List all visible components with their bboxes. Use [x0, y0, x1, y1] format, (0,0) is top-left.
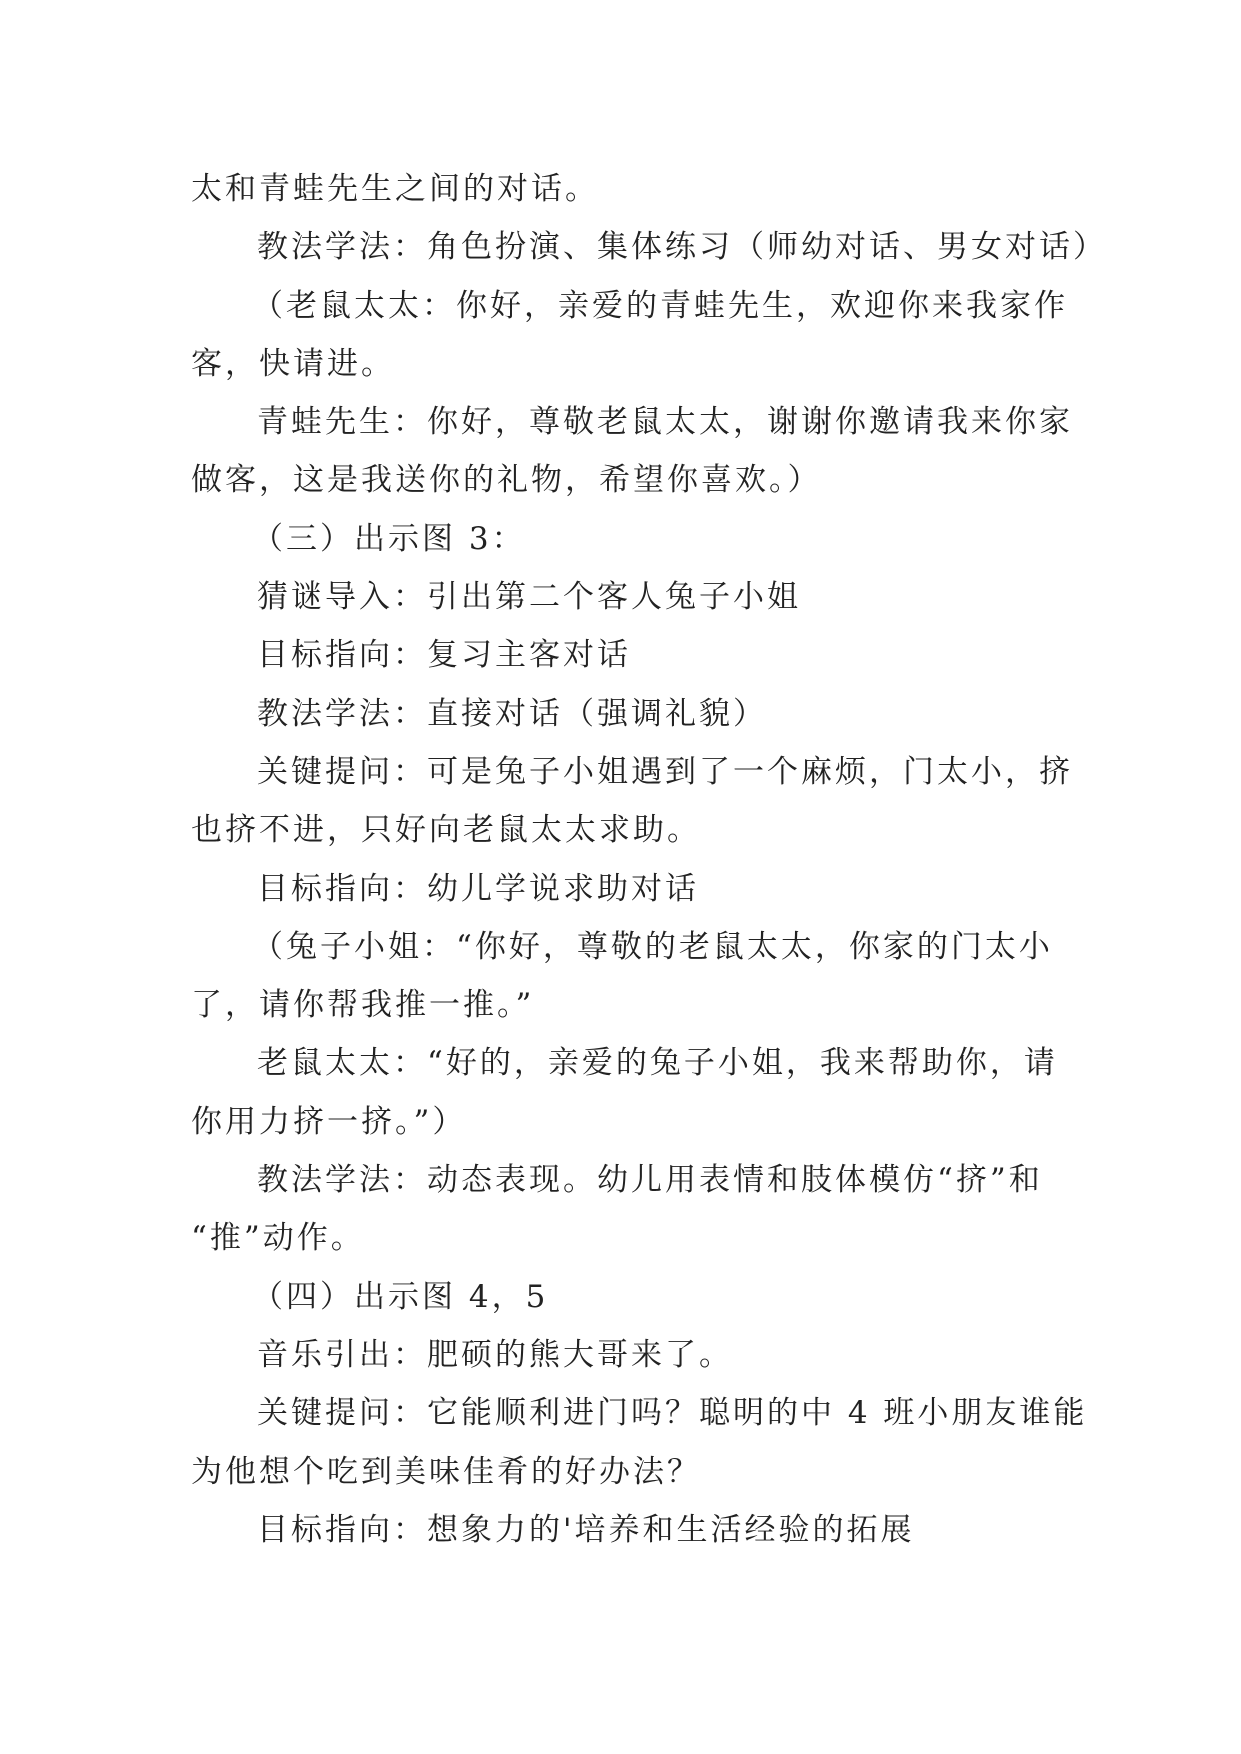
paragraph-line: 教法学法：角色扮演、集体练习（师幼对话、男女对话） — [257, 229, 1107, 266]
paragraph-line: 目标指向：幼儿学说求助对话 — [257, 870, 699, 907]
document-body — [191, 160, 1107, 1559]
section-heading: （三）出示图 3： — [252, 520, 526, 557]
paragraph-line: 教法学法：动态表现。幼儿用表情和肢体模仿“挤”和 — [257, 1162, 1043, 1199]
paragraph-line: 目标指向：想象力的'培养和生活经验的拓展 — [257, 1511, 915, 1548]
paragraph-line: 做客，这是我送你的礼物，希望你喜欢。） — [191, 462, 822, 499]
paragraph-line: 也挤不进，只好向老鼠太太求助。 — [191, 812, 701, 849]
paragraph-line: 关键提问：可是兔子小姐遇到了一个麻烦，门太小，挤 — [257, 753, 1073, 790]
paragraph-line: 你用力挤一挤。”） — [191, 1103, 467, 1140]
paragraph-line: 老鼠太太：“好的，亲爱的兔子小姐，我来帮助你，请 — [257, 1045, 1058, 1082]
section-heading: （四）出示图 4，5 — [252, 1278, 549, 1315]
paragraph-line: 了，请你帮我推一推。” — [191, 987, 535, 1024]
paragraph-line: 青蛙先生：你好，尊敬老鼠太太，谢谢你邀请我来你家 — [257, 404, 1073, 441]
paragraph-line: 音乐引出：肥硕的熊大哥来了。 — [257, 1336, 733, 1373]
paragraph-line: 太和青蛙先生之间的对话。 — [191, 171, 599, 207]
paragraph-line: “推”动作。 — [191, 1220, 365, 1257]
paragraph-line: 为他想个吃到美味佳肴的好办法？ — [191, 1453, 701, 1490]
paragraph-line: 客，快请进。 — [191, 345, 395, 382]
paragraph-line: 猜谜导入：引出第二个客人兔子小姐 — [257, 579, 801, 616]
paragraph-line: 教法学法：直接对话（强调礼貌） — [257, 695, 767, 732]
paragraph-line: 目标指向：复习主客对话 — [257, 637, 631, 674]
paragraph-line: （老鼠太太：你好，亲爱的青蛙先生，欢迎你来我家作 — [252, 287, 1068, 324]
paragraph-line: 关键提问：它能顺利进门吗？聪明的中 4 班小朋友谁能 — [257, 1395, 1088, 1432]
paragraph-line: （兔子小姐：“你好，尊敬的老鼠太太，你家的门太小 — [252, 928, 1053, 965]
